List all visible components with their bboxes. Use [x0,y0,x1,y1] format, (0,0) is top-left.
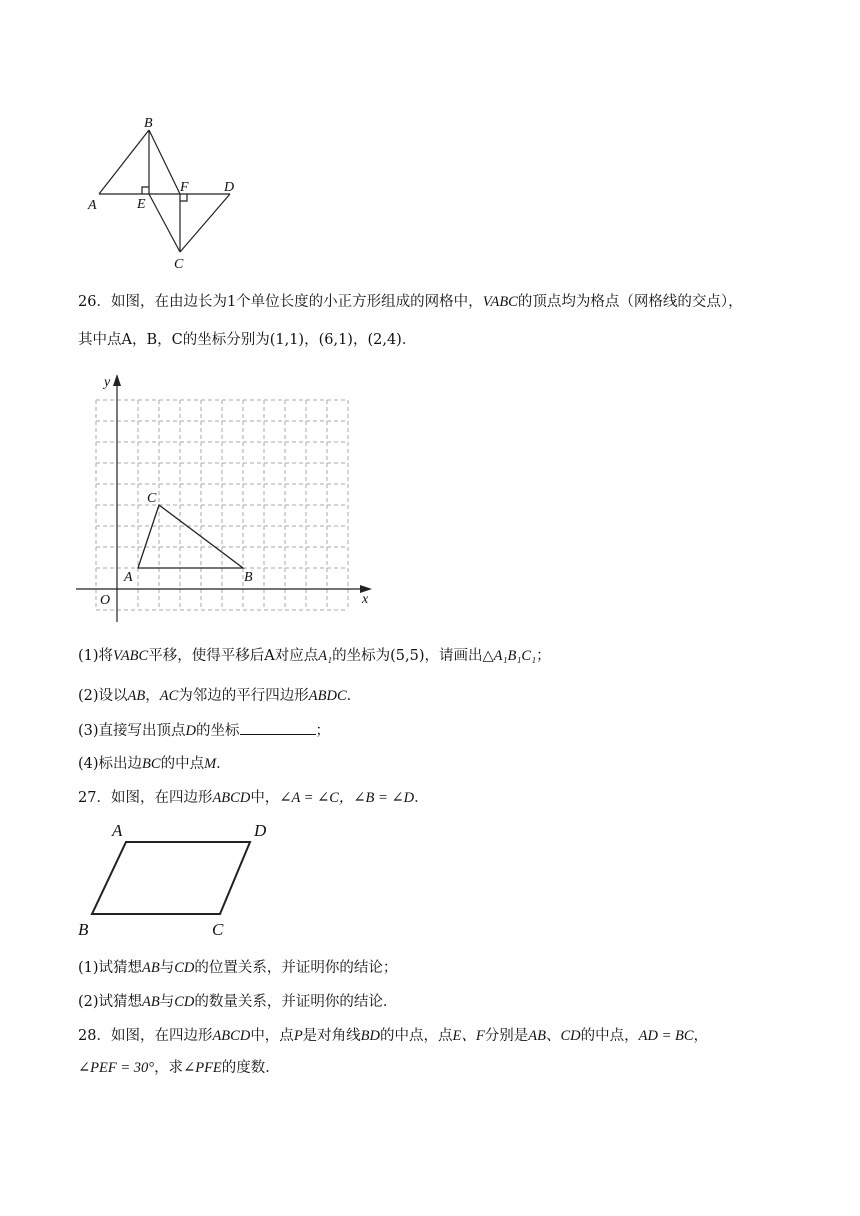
label-f: F [180,180,189,195]
segment-cd [180,194,230,252]
point-a-label: A [124,570,133,585]
label-a: A [112,821,123,840]
point-c-label: C [147,491,157,506]
q27-text: 27．如图，在四边形ABCD中，∠A = ∠C，∠B = ∠D． [78,790,429,806]
q28-text-line2: ∠PEF = 30°，求∠PFE的度数． [78,1060,280,1076]
segment-ab [99,130,149,194]
right-angle-e [142,187,149,194]
label-d: D [224,180,235,195]
q26-part4: (4)标出边BC的中点M． [78,756,231,772]
segment-ec [149,194,180,252]
coordinate-grid-svg [76,372,376,634]
q26-part3: (3)直接写出顶点D的坐标 ； [78,720,330,741]
label-b: B [144,116,153,131]
y-axis-label: y [104,375,111,390]
parallelogram-figure-svg [74,818,284,942]
coordinate-grid [76,372,376,634]
x-axis-label: x [362,592,369,607]
label-e: E [137,197,146,212]
kite-figure [84,112,254,272]
q26-part1: (1)将VABC平移，使得平移后A对应点A₁的坐标为(5,5)，请画出△A₁B₁C₁； [78,648,551,664]
q26-part2: (2)设以AB，AC为邻边的平行四边形ABDC． [78,688,362,704]
label-d: D [254,821,267,840]
q27-part1: (1)试猜想AB与CD的位置关系，并证明你的结论； [78,960,398,976]
y-axis-arrow [113,374,121,386]
label-c: C [212,920,224,939]
parallelogram-abcd [92,842,250,914]
label-a: A [88,198,97,213]
triangle-abc [138,505,243,568]
q28-text-line1: 28．如图，在四边形ABCD中，点P是对角线BD的中点，点E、F分别是AB、CD的中点，AD = BC， [78,1028,709,1044]
q26-text-line2: 其中点A，B，C的坐标分别为(1,1)，(6,1)，(2,4)． [78,332,417,348]
parallelogram-figure [74,818,284,942]
label-c: C [174,257,184,272]
right-angle-f [180,194,187,201]
answer-blank[interactable] [240,720,316,735]
label-b: B [78,920,89,939]
grid-lines [96,400,348,610]
segment-bf [149,130,180,194]
point-b-label: B [244,570,253,585]
kite-figure-svg [84,112,254,272]
q27-part2: (2)试猜想AB与CD的数量关系，并证明你的结论． [78,994,398,1010]
origin-label: O [100,593,111,608]
q26-text-line1: 26．如图，在由边长为1个单位长度的小正方形组成的网格中，VABC的顶点均为格点（网格线的交点）， [78,294,743,310]
